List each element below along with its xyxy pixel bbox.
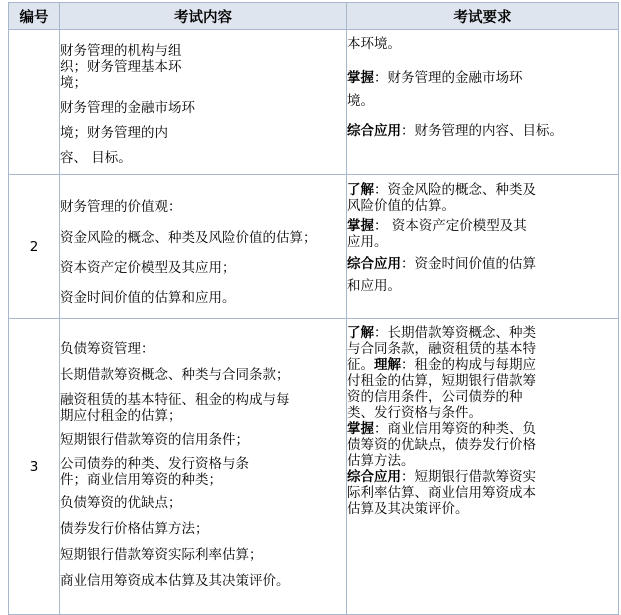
req-line: 本环境。 (347, 36, 401, 52)
row-number (9, 30, 60, 175)
table-row (9, 319, 619, 615)
req-line: 风险价值的估算。 (347, 198, 455, 214)
content-line: 境； (60, 75, 87, 91)
content-line: 境；财务管理的内 (60, 125, 168, 141)
req-keyword: 了解 (347, 182, 374, 198)
row-content (60, 319, 347, 615)
req-keyword: 理解 (374, 357, 401, 373)
content-line: 财务管理的金融市场环 (60, 100, 195, 116)
req-line: 与合同条款，融资租赁的基本特 (347, 341, 536, 357)
content-line: 容、 目标。 (60, 150, 132, 166)
header-no: 编号 (9, 3, 60, 30)
content-line: 短期银行借款筹资的信用条件； (60, 432, 249, 448)
req-line: 和应用。 (347, 278, 401, 294)
req-keyword: 了解 (347, 325, 374, 341)
content-line: 件；商业信用筹资的种类； (60, 472, 222, 488)
content-line: 债券发行价格估算方法； (60, 521, 209, 537)
content-line: 织；财务管理基本环 (60, 59, 182, 75)
req-keyword: 掌握 (347, 70, 374, 86)
table-row (9, 30, 619, 175)
row-requirements (347, 30, 619, 175)
req-keyword: 掌握 (347, 421, 374, 437)
req-line: 综合应用：财务管理的内容、目标。 (347, 123, 563, 139)
content-line: 公司债券的种类、发行资格与条 (60, 456, 249, 472)
table-row (9, 175, 619, 319)
req-line: 综合应用：资金时间价值的估算 (347, 256, 536, 272)
req-line: 了解：长期借款筹资概念、种类 (347, 325, 536, 341)
req-line: 际利率估算、商业信用筹资成本 (347, 485, 536, 501)
content-line: 资金风险的概念、种类及风险价值的估算； (60, 230, 317, 246)
content-line: 财务管理的机构与组 (60, 43, 182, 59)
req-line: 债筹资的优缺点，债券发行价格 (347, 437, 536, 453)
exam-table (8, 2, 619, 615)
row-number: 2 (9, 175, 60, 319)
req-line: 了解：资金风险的概念、种类及 (347, 182, 536, 198)
row-requirements (347, 175, 619, 319)
req-line: 境。 (347, 93, 374, 109)
req-line: 付租金的估算，短期银行借款筹 (347, 373, 536, 389)
content-line: 财务管理的价值观： (60, 199, 182, 215)
req-keyword: 掌握 (347, 218, 374, 234)
req-line: 应用。 (347, 234, 388, 250)
req-line: 掌握：商业信用筹资的种类、负 (347, 421, 536, 437)
content-line: 期应付租金的估算； (60, 408, 182, 424)
table-header-row (9, 3, 619, 30)
req-line: 掌握： 资本资产定价模型及其 (347, 218, 527, 234)
row-requirements (347, 319, 619, 615)
content-line: 商业信用筹资成本估算及其决策评价。 (60, 573, 290, 589)
req-line: 征。理解：租金的构成与每期应 (347, 357, 536, 373)
content-line: 资金时间价值的估算和应用。 (60, 290, 236, 306)
req-line: 掌握：财务管理的金融市场环 (347, 70, 523, 86)
header-content: 考试内容 (60, 3, 347, 30)
content-line: 短期银行借款筹资实际利率估算； (60, 547, 263, 563)
row-content (60, 175, 347, 319)
content-line: 长期借款筹资概念、种类与合同条款； (60, 367, 290, 383)
req-line: 资的信用条件，公司债券的种 (347, 389, 523, 405)
req-line: 估算方法。 (347, 453, 415, 469)
req-keyword: 综合应用 (347, 123, 401, 139)
content-line: 融资租赁的基本特征、租金的构成与每 (60, 392, 290, 408)
req-line: 类、发行资格与条件。 (347, 405, 482, 421)
req-keyword: 综合应用 (347, 256, 401, 272)
req-line: 估算及其决策评价。 (347, 501, 469, 517)
header-requirements: 考试要求 (347, 3, 619, 30)
row-content (60, 30, 347, 175)
req-line: 综合应用：短期银行借款筹资实 (347, 469, 536, 485)
req-keyword: 综合应用 (347, 469, 401, 485)
content-line: 负债筹资管理： (60, 341, 155, 357)
row-number: 3 (9, 319, 60, 615)
content-line: 资本资产定价模型及其应用； (60, 260, 236, 276)
content-line: 负债筹资的优缺点； (60, 495, 182, 511)
